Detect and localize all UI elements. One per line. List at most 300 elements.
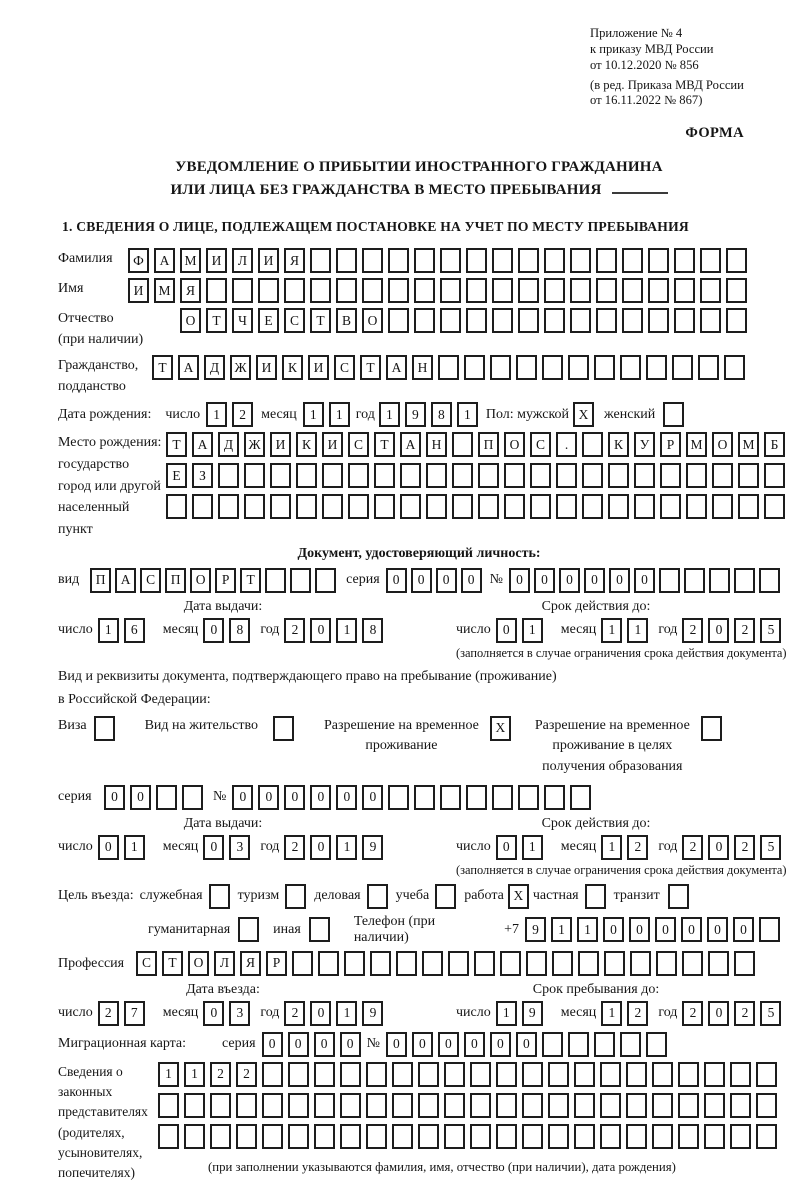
char-box[interactable] [182, 785, 203, 810]
char-box[interactable] [542, 1032, 563, 1057]
checkbox[interactable]: X [573, 402, 594, 427]
char-box[interactable] [684, 568, 705, 593]
char-box[interactable] [530, 494, 551, 519]
checkbox[interactable]: X [508, 884, 529, 909]
char-box[interactable]: А [386, 355, 407, 380]
char-box[interactable] [700, 248, 721, 273]
char-box[interactable] [314, 1093, 335, 1118]
char-box[interactable] [544, 248, 565, 273]
char-box[interactable]: О [190, 568, 211, 593]
char-box[interactable] [440, 248, 461, 273]
char-box[interactable]: Т [206, 308, 227, 333]
char-box[interactable] [336, 248, 357, 273]
char-box[interactable] [366, 1124, 387, 1149]
char-box[interactable] [522, 1062, 543, 1087]
char-box[interactable] [726, 308, 747, 333]
char-box[interactable] [568, 355, 589, 380]
char-box[interactable] [634, 494, 655, 519]
checkbox[interactable] [367, 884, 388, 909]
char-box[interactable] [582, 494, 603, 519]
char-box[interactable]: 8 [229, 618, 250, 643]
char-box[interactable] [270, 463, 291, 488]
char-box[interactable] [206, 278, 227, 303]
char-box[interactable]: 0 [314, 1032, 335, 1057]
char-box[interactable] [438, 355, 459, 380]
char-box[interactable]: 0 [629, 917, 650, 942]
char-box[interactable] [518, 308, 539, 333]
char-box[interactable]: 0 [340, 1032, 361, 1057]
char-box[interactable] [478, 463, 499, 488]
checkbox[interactable] [701, 716, 722, 741]
char-box[interactable]: 3 [229, 835, 250, 860]
char-box[interactable] [678, 1093, 699, 1118]
char-box[interactable] [518, 785, 539, 810]
char-box[interactable] [648, 248, 669, 273]
char-box[interactable] [626, 1124, 647, 1149]
char-box[interactable] [184, 1124, 205, 1149]
char-box[interactable]: 0 [362, 785, 383, 810]
char-box[interactable] [582, 463, 603, 488]
char-box[interactable] [518, 248, 539, 273]
char-box[interactable] [704, 1124, 725, 1149]
char-box[interactable]: 9 [362, 1001, 383, 1026]
char-box[interactable]: 1 [601, 618, 622, 643]
char-box[interactable]: Р [215, 568, 236, 593]
char-box[interactable] [548, 1062, 569, 1087]
char-box[interactable] [678, 1124, 699, 1149]
char-box[interactable] [362, 248, 383, 273]
char-box[interactable] [340, 1062, 361, 1087]
char-box[interactable]: 5 [760, 835, 781, 860]
char-box[interactable] [392, 1062, 413, 1087]
char-box[interactable]: 0 [708, 618, 729, 643]
char-box[interactable] [526, 951, 547, 976]
char-box[interactable] [604, 951, 625, 976]
char-box[interactable] [492, 248, 513, 273]
char-box[interactable] [730, 1093, 751, 1118]
char-box[interactable]: 2 [627, 835, 648, 860]
char-box[interactable] [656, 951, 677, 976]
char-box[interactable] [466, 248, 487, 273]
char-box[interactable] [570, 248, 591, 273]
char-box[interactable] [622, 248, 643, 273]
char-box[interactable] [340, 1093, 361, 1118]
char-box[interactable]: 1 [184, 1062, 205, 1087]
char-box[interactable] [530, 463, 551, 488]
char-box[interactable] [244, 494, 265, 519]
char-box[interactable]: Б [764, 432, 785, 457]
char-box[interactable]: 1 [336, 835, 357, 860]
char-box[interactable]: С [334, 355, 355, 380]
char-box[interactable]: Р [660, 432, 681, 457]
char-box[interactable] [674, 278, 695, 303]
char-box[interactable]: 6 [124, 618, 145, 643]
char-box[interactable] [444, 1124, 465, 1149]
char-box[interactable]: Е [166, 463, 187, 488]
char-box[interactable] [452, 432, 473, 457]
char-box[interactable] [734, 568, 755, 593]
char-box[interactable] [704, 1062, 725, 1087]
checkbox[interactable] [585, 884, 606, 909]
checkbox[interactable] [209, 884, 230, 909]
char-box[interactable]: 8 [362, 618, 383, 643]
char-box[interactable] [764, 494, 785, 519]
char-box[interactable] [470, 1093, 491, 1118]
char-box[interactable]: К [282, 355, 303, 380]
char-box[interactable] [652, 1124, 673, 1149]
char-box[interactable]: 2 [284, 835, 305, 860]
char-box[interactable] [440, 308, 461, 333]
char-box[interactable]: Р [266, 951, 287, 976]
char-box[interactable] [426, 463, 447, 488]
char-box[interactable] [548, 1124, 569, 1149]
char-box[interactable]: А [192, 432, 213, 457]
char-box[interactable] [262, 1124, 283, 1149]
char-box[interactable] [466, 278, 487, 303]
char-box[interactable]: О [504, 432, 525, 457]
char-box[interactable] [210, 1093, 231, 1118]
char-box[interactable] [648, 308, 669, 333]
char-box[interactable] [516, 355, 537, 380]
char-box[interactable] [296, 494, 317, 519]
char-box[interactable] [492, 278, 513, 303]
char-box[interactable]: Д [218, 432, 239, 457]
char-box[interactable]: Я [240, 951, 261, 976]
char-box[interactable] [156, 785, 177, 810]
char-box[interactable] [608, 494, 629, 519]
char-box[interactable]: 0 [310, 835, 331, 860]
char-box[interactable]: 0 [130, 785, 151, 810]
char-box[interactable]: 1 [496, 1001, 517, 1026]
char-box[interactable] [166, 494, 187, 519]
char-box[interactable]: И [258, 248, 279, 273]
char-box[interactable] [418, 1093, 439, 1118]
char-box[interactable] [504, 494, 525, 519]
char-box[interactable] [496, 1093, 517, 1118]
char-box[interactable] [726, 248, 747, 273]
char-box[interactable] [600, 1093, 621, 1118]
char-box[interactable] [648, 278, 669, 303]
char-box[interactable]: 2 [284, 618, 305, 643]
char-box[interactable] [414, 248, 435, 273]
char-box[interactable] [318, 951, 339, 976]
char-box[interactable]: 9 [362, 835, 383, 860]
char-box[interactable]: 1 [601, 835, 622, 860]
char-box[interactable]: 0 [496, 618, 517, 643]
char-box[interactable]: 8 [431, 402, 452, 427]
char-box[interactable] [344, 951, 365, 976]
char-box[interactable]: Е [258, 308, 279, 333]
char-box[interactable]: С [136, 951, 157, 976]
char-box[interactable] [348, 463, 369, 488]
char-box[interactable]: П [90, 568, 111, 593]
char-box[interactable] [262, 1093, 283, 1118]
char-box[interactable]: Ф [128, 248, 149, 273]
char-box[interactable]: Н [426, 432, 447, 457]
char-box[interactable] [444, 1062, 465, 1087]
char-box[interactable]: 1 [601, 1001, 622, 1026]
char-box[interactable]: . [556, 432, 577, 457]
char-box[interactable] [192, 494, 213, 519]
char-box[interactable]: О [712, 432, 733, 457]
checkbox[interactable] [238, 917, 259, 942]
char-box[interactable] [466, 785, 487, 810]
char-box[interactable] [414, 278, 435, 303]
char-box[interactable] [464, 355, 485, 380]
char-box[interactable] [315, 568, 336, 593]
char-box[interactable]: 0 [411, 568, 432, 593]
char-box[interactable] [730, 1062, 751, 1087]
char-box[interactable] [418, 1124, 439, 1149]
char-box[interactable] [764, 463, 785, 488]
char-box[interactable]: 0 [258, 785, 279, 810]
char-box[interactable]: 2 [734, 1001, 755, 1026]
char-box[interactable] [712, 463, 733, 488]
char-box[interactable] [574, 1124, 595, 1149]
char-box[interactable] [158, 1093, 179, 1118]
char-box[interactable] [440, 278, 461, 303]
char-box[interactable] [388, 785, 409, 810]
char-box[interactable] [756, 1093, 777, 1118]
char-box[interactable]: М [686, 432, 707, 457]
char-box[interactable]: 0 [603, 917, 624, 942]
char-box[interactable] [700, 278, 721, 303]
char-box[interactable]: 2 [682, 1001, 703, 1026]
char-box[interactable] [314, 1124, 335, 1149]
char-box[interactable] [756, 1124, 777, 1149]
char-box[interactable]: 0 [516, 1032, 537, 1057]
char-box[interactable] [712, 494, 733, 519]
char-box[interactable]: Т [374, 432, 395, 457]
char-box[interactable] [578, 951, 599, 976]
checkbox[interactable]: X [490, 716, 511, 741]
char-box[interactable] [258, 278, 279, 303]
char-box[interactable] [244, 463, 265, 488]
char-box[interactable]: 0 [386, 1032, 407, 1057]
char-box[interactable] [492, 308, 513, 333]
char-box[interactable] [310, 278, 331, 303]
char-box[interactable]: 2 [734, 835, 755, 860]
char-box[interactable] [426, 494, 447, 519]
char-box[interactable] [759, 917, 780, 942]
char-box[interactable]: Т [240, 568, 261, 593]
char-box[interactable] [388, 248, 409, 273]
char-box[interactable]: 2 [98, 1001, 119, 1026]
char-box[interactable] [738, 494, 759, 519]
char-box[interactable] [284, 278, 305, 303]
char-box[interactable] [518, 278, 539, 303]
char-box[interactable]: 9 [525, 917, 546, 942]
char-box[interactable] [340, 1124, 361, 1149]
char-box[interactable]: Л [232, 248, 253, 273]
char-box[interactable]: Д [204, 355, 225, 380]
char-box[interactable] [674, 308, 695, 333]
char-box[interactable]: 0 [681, 917, 702, 942]
char-box[interactable]: И [308, 355, 329, 380]
char-box[interactable] [686, 494, 707, 519]
char-box[interactable]: 1 [577, 917, 598, 942]
char-box[interactable]: Л [214, 951, 235, 976]
char-box[interactable]: 0 [284, 785, 305, 810]
char-box[interactable]: 1 [379, 402, 400, 427]
char-box[interactable]: 5 [760, 618, 781, 643]
char-box[interactable] [366, 1093, 387, 1118]
char-box[interactable]: 0 [203, 835, 224, 860]
char-box[interactable] [265, 568, 286, 593]
char-box[interactable]: М [738, 432, 759, 457]
char-box[interactable] [414, 308, 435, 333]
char-box[interactable]: 1 [124, 835, 145, 860]
char-box[interactable] [270, 494, 291, 519]
char-box[interactable]: С [284, 308, 305, 333]
char-box[interactable]: 9 [522, 1001, 543, 1026]
char-box[interactable]: И [206, 248, 227, 273]
char-box[interactable] [646, 355, 667, 380]
char-box[interactable] [466, 308, 487, 333]
char-box[interactable] [596, 248, 617, 273]
char-box[interactable]: И [128, 278, 149, 303]
char-box[interactable]: 0 [534, 568, 555, 593]
char-box[interactable] [759, 568, 780, 593]
char-box[interactable] [674, 248, 695, 273]
char-box[interactable]: 5 [760, 1001, 781, 1026]
char-box[interactable]: 1 [522, 835, 543, 860]
char-box[interactable]: М [154, 278, 175, 303]
char-box[interactable] [608, 463, 629, 488]
char-box[interactable] [290, 568, 311, 593]
char-box[interactable] [490, 355, 511, 380]
char-box[interactable]: 0 [707, 917, 728, 942]
char-box[interactable] [568, 1032, 589, 1057]
char-box[interactable]: 1 [329, 402, 350, 427]
char-box[interactable]: 0 [232, 785, 253, 810]
char-box[interactable] [414, 785, 435, 810]
char-box[interactable] [522, 1124, 543, 1149]
char-box[interactable]: 0 [336, 785, 357, 810]
char-box[interactable]: 1 [336, 618, 357, 643]
char-box[interactable] [700, 308, 721, 333]
char-box[interactable] [236, 1093, 257, 1118]
char-box[interactable]: 0 [436, 568, 457, 593]
char-box[interactable] [620, 355, 641, 380]
char-box[interactable]: 0 [509, 568, 530, 593]
char-box[interactable] [218, 463, 239, 488]
char-box[interactable]: У [634, 432, 655, 457]
char-box[interactable] [474, 951, 495, 976]
char-box[interactable]: 0 [490, 1032, 511, 1057]
char-box[interactable] [660, 463, 681, 488]
char-box[interactable]: В [336, 308, 357, 333]
char-box[interactable]: 2 [682, 618, 703, 643]
char-box[interactable]: П [165, 568, 186, 593]
char-box[interactable] [570, 308, 591, 333]
char-box[interactable]: С [348, 432, 369, 457]
char-box[interactable] [388, 308, 409, 333]
char-box[interactable]: 0 [438, 1032, 459, 1057]
char-box[interactable] [622, 278, 643, 303]
char-box[interactable]: А [154, 248, 175, 273]
char-box[interactable]: 0 [203, 1001, 224, 1026]
char-box[interactable] [470, 1062, 491, 1087]
char-box[interactable] [400, 463, 421, 488]
char-box[interactable]: 1 [206, 402, 227, 427]
char-box[interactable] [362, 278, 383, 303]
char-box[interactable]: 0 [98, 835, 119, 860]
char-box[interactable] [262, 1062, 283, 1087]
char-box[interactable]: 2 [232, 402, 253, 427]
char-box[interactable] [709, 568, 730, 593]
char-box[interactable]: Т [162, 951, 183, 976]
char-box[interactable]: 9 [405, 402, 426, 427]
char-box[interactable] [574, 1093, 595, 1118]
char-box[interactable]: 0 [634, 568, 655, 593]
char-box[interactable]: 1 [551, 917, 572, 942]
char-box[interactable]: 7 [124, 1001, 145, 1026]
char-box[interactable]: Т [360, 355, 381, 380]
char-box[interactable]: 2 [627, 1001, 648, 1026]
char-box[interactable] [314, 1062, 335, 1087]
char-box[interactable] [392, 1124, 413, 1149]
char-box[interactable]: 3 [229, 1001, 250, 1026]
char-box[interactable] [418, 1062, 439, 1087]
char-box[interactable] [504, 463, 525, 488]
char-box[interactable]: 1 [457, 402, 478, 427]
char-box[interactable] [396, 951, 417, 976]
char-box[interactable]: 0 [310, 618, 331, 643]
char-box[interactable]: О [188, 951, 209, 976]
char-box[interactable] [288, 1093, 309, 1118]
checkbox[interactable] [273, 716, 294, 741]
char-box[interactable]: 0 [203, 618, 224, 643]
char-box[interactable]: П [478, 432, 499, 457]
char-box[interactable]: 0 [310, 785, 331, 810]
char-box[interactable]: 1 [336, 1001, 357, 1026]
char-box[interactable] [556, 463, 577, 488]
char-box[interactable] [620, 1032, 641, 1057]
char-box[interactable] [730, 1124, 751, 1149]
char-box[interactable]: И [270, 432, 291, 457]
char-box[interactable]: Ж [230, 355, 251, 380]
char-box[interactable] [288, 1124, 309, 1149]
char-box[interactable] [392, 1093, 413, 1118]
char-box[interactable] [548, 1093, 569, 1118]
char-box[interactable] [292, 951, 313, 976]
char-box[interactable] [596, 278, 617, 303]
char-box[interactable] [570, 278, 591, 303]
char-box[interactable]: 0 [310, 1001, 331, 1026]
char-box[interactable] [756, 1062, 777, 1087]
char-box[interactable] [322, 494, 343, 519]
char-box[interactable]: О [180, 308, 201, 333]
checkbox[interactable] [435, 884, 456, 909]
char-box[interactable]: Т [152, 355, 173, 380]
char-box[interactable] [682, 951, 703, 976]
char-box[interactable] [210, 1124, 231, 1149]
char-box[interactable] [652, 1093, 673, 1118]
char-box[interactable] [448, 951, 469, 976]
char-box[interactable] [630, 951, 651, 976]
char-box[interactable] [686, 463, 707, 488]
char-box[interactable] [158, 1124, 179, 1149]
char-box[interactable] [452, 494, 473, 519]
char-box[interactable] [500, 951, 521, 976]
char-box[interactable] [496, 1062, 517, 1087]
checkbox[interactable] [285, 884, 306, 909]
char-box[interactable] [726, 278, 747, 303]
char-box[interactable]: 0 [104, 785, 125, 810]
char-box[interactable]: А [178, 355, 199, 380]
char-box[interactable]: 1 [627, 618, 648, 643]
